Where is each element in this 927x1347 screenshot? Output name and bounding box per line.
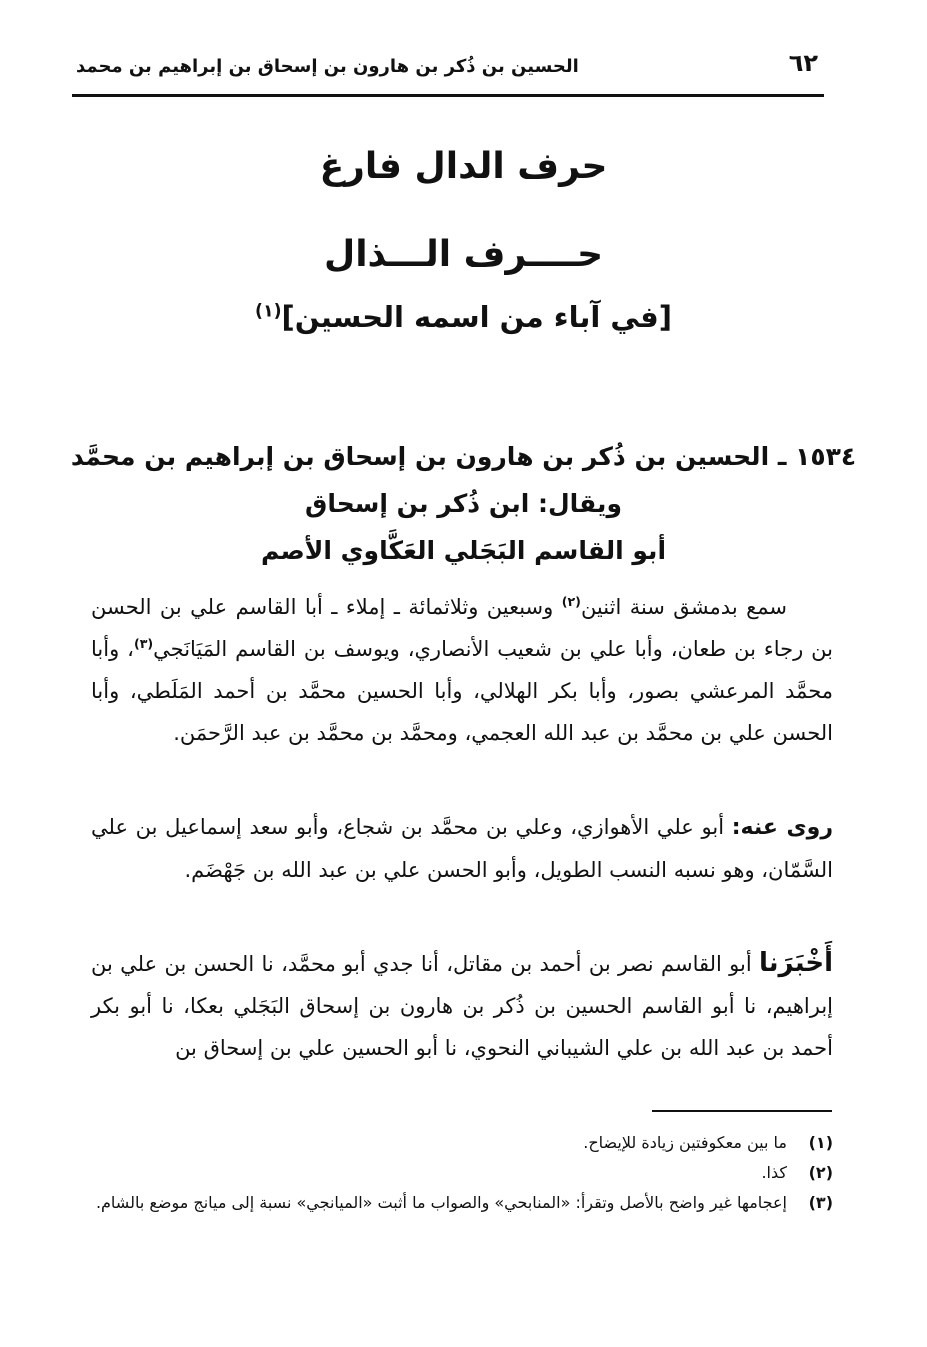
footnote-2	[93, 1158, 833, 1188]
footnote-1	[93, 1128, 833, 1158]
footnote-number: (٢)	[808, 1163, 833, 1182]
p2-text: أبو علي الأهوازي، وعلي بن محمَّد بن شجاع، وأبو سعد إسماعيل بن علي السَّمّان، وهو نسبه النسب الطويل، وأبو الحسن علي بن عبد الله بن جَهْضَم.	[91, 815, 833, 882]
page-number: ٦٢	[788, 49, 818, 77]
footnote-ref-2: (٢)	[561, 594, 581, 609]
p1-text-b: وسبعين وثلاثمائة ـ إملاء ـ أبا القاسم علي بن الحسن بن رجاء بن طعان، وأبا علي بن شعيب الأنصاري، ويوسف بن القاسم المَيَانَجي	[91, 595, 834, 661]
footnote-ref-3: (٣)	[133, 636, 154, 651]
entry-alt-name: ويقال: ابن ذُكر بن إسحاق	[305, 489, 622, 518]
p3-lead: أَخْبَرَنا	[759, 948, 833, 978]
entry-title: ١٥٣٤ ـ الحسين بن ذُكر بن هارون بن إسحاق بن إبراهيم بن محمَّد	[70, 442, 857, 471]
p1-text-a: سمع بدمشق سنة اثنين	[580, 595, 787, 619]
footnote-number: (٣)	[808, 1193, 833, 1212]
footnotes	[93, 1128, 833, 1218]
paragraph-isnad	[91, 942, 833, 1069]
footnote-separator	[652, 1110, 832, 1112]
p1-text-c: ، وأبا محمَّد المرعشي بصور، وأبا بكر الهلالي، وأبا الحسين محمَّد بن أحمد المَلَطي، وأبا الحسن علي بن محمَّد بن عبد الله العجمي، ومحمَّد بن محمَّد بن عبد الرَّحمَن.	[91, 637, 833, 745]
footnote-text: ما بين معكوفتين زيادة للإيضاح.	[583, 1133, 787, 1152]
paragraph-narrated-from-him	[91, 806, 833, 891]
subheading-text: [في آباء من اسمه الحسين]	[281, 300, 672, 334]
footnote-3	[93, 1188, 833, 1218]
heading-letter-dal: حرف الدال فارغ	[319, 146, 608, 187]
footnote-ref-1: (١)	[254, 301, 282, 322]
p3-text: أبو القاسم نصر بن أحمد بن مقاتل، أنا جدي أبو محمَّد، نا الحسن بن علي بن إبراهيم، نا أبو القاسم الحسين بن ذُكر بن هارون بن إسحاق البَجَلي بعكا، نا أبو بكر أحمد بن عبد الله بن علي الشيباني النحوي، نا أبو الحسين علي بن إسحاق بن	[91, 952, 833, 1060]
running-header	[72, 44, 824, 97]
footnote-number: (١)	[808, 1133, 833, 1152]
p2-lead: روى عنه:	[731, 815, 834, 840]
running-title: الحسين بن ذُكر بن هارون بن إسحاق بن إبراهيم بن محمد	[76, 56, 579, 77]
footnote-text: إعجامها غير واضح بالأصل وتقرأ: «المنابحي» والصواب ما أثبت «الميانجي» نسبة إلى ميانج موضع بالشام.	[95, 1193, 787, 1212]
footnote-text: كذا.	[761, 1163, 787, 1182]
paragraph-heard-from	[91, 586, 833, 754]
entry-kunya: أبو القاسم البَجَلي العَكَّاوي الأصم	[260, 536, 667, 565]
heading-letter-dhal: حــــرف الـــذال	[323, 234, 604, 275]
subheading	[0, 300, 927, 334]
